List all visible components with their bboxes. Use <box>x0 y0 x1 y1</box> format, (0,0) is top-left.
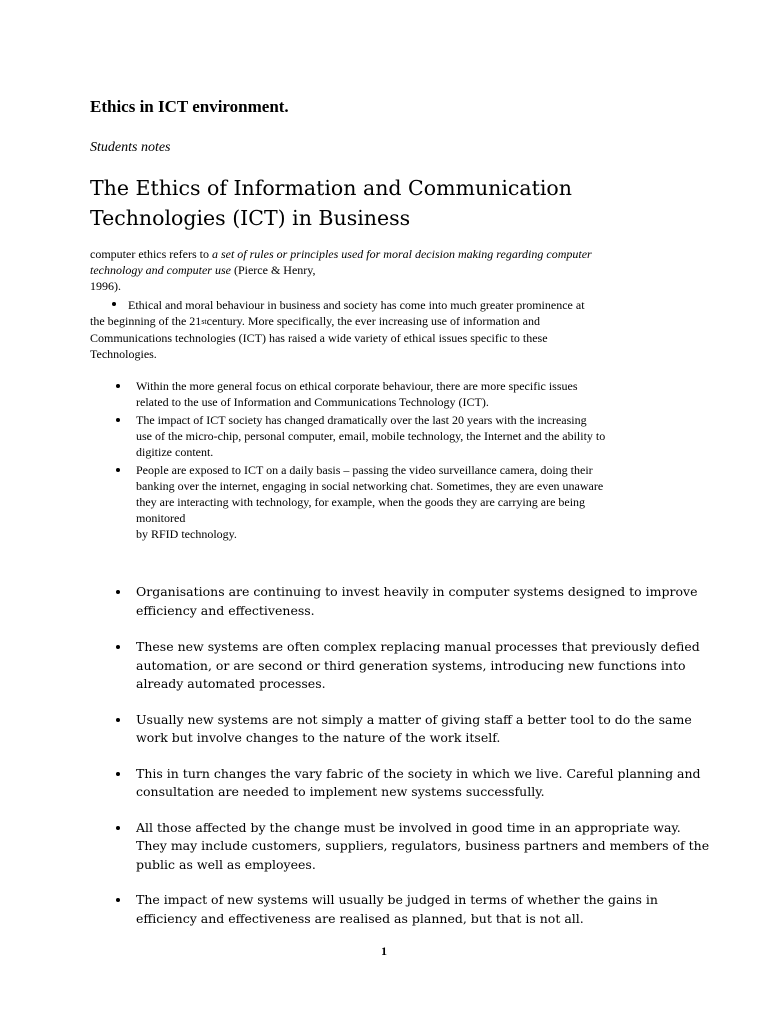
list-item-line: Organisations are continuing to invest heavily in computer systems designed to improve <box>136 584 698 599</box>
bullet-icon <box>116 718 120 722</box>
list-item-line: banking over the internet, engaging in social networking chat. Sometimes, they are even unaware <box>136 479 604 493</box>
list-item-line: monitored <box>136 511 186 525</box>
bullet-icon <box>112 302 116 306</box>
document-subtitle: Students notes <box>90 140 171 155</box>
intro-line <box>90 262 710 278</box>
list-item-line: consultation are needed to implement new systems successfully. <box>136 784 545 799</box>
list-item <box>110 378 730 410</box>
intro-paragraph <box>90 246 710 294</box>
ict-issues-list <box>110 378 730 544</box>
bullet-icon <box>116 418 120 422</box>
list-item-line: use of the micro-chip, personal computer, email, mobile technology, the Internet and the ability to <box>136 429 606 443</box>
document-title: Ethics in ICT environment. <box>90 97 289 116</box>
paragraph-text: the beginning of the 21 <box>90 314 202 328</box>
list-item-line: efficiency and effectiveness are realised as planned, but that is not all. <box>136 910 584 926</box>
list-item-line: The impact of ICT society has changed dramatically over the last 20 years with the increasing <box>136 413 587 427</box>
list-item <box>110 765 730 802</box>
list-item-line: by RFID technology. <box>136 527 237 541</box>
intro-prefix: computer ethics refers to <box>90 247 212 261</box>
bullet-icon <box>116 590 120 594</box>
superscript-text: st <box>201 317 207 326</box>
paragraph-text: century. More specifically, the ever increasing use of information and <box>206 314 540 328</box>
list-item-line: efficiency and effectiveness. <box>136 602 315 618</box>
list-item <box>110 583 730 620</box>
list-item-line: public as well as employees. <box>136 856 316 872</box>
list-item-line: digitize content. <box>136 445 214 459</box>
list-item-line: This in turn changes the vary fabric of the society in which we live. Careful planning and <box>136 765 701 781</box>
list-item <box>110 412 730 460</box>
heading-line: Technologies (ICT) in Business <box>90 206 411 230</box>
page-number: 1 <box>381 944 387 958</box>
list-item-line: related to the use of Information and Communications Technology (ICT). <box>136 395 489 409</box>
bullet-icon <box>116 826 120 830</box>
section-heading <box>90 173 710 233</box>
list-item <box>110 891 730 928</box>
definition-text: technology and computer use <box>90 263 231 277</box>
citation-year: 1996). <box>90 279 121 293</box>
systems-list <box>110 583 730 928</box>
bullet-icon <box>116 468 120 472</box>
list-item-line: work but involve changes to the nature of the work itself. <box>136 730 501 745</box>
list-item-line: Within the more general focus on ethical corporate behaviour, there are more specific issues <box>136 379 578 393</box>
paragraph-text: Ethical and moral behaviour in business and society has come into much greater prominence at <box>128 298 585 312</box>
list-item <box>110 462 730 542</box>
bullet-icon <box>116 772 120 776</box>
list-item-line: already automated processes. <box>136 676 326 691</box>
paragraph-line <box>90 297 710 313</box>
list-item <box>110 711 730 748</box>
bullet-icon <box>116 645 120 649</box>
definition-text: a set of rules or principles used for moral decision making regarding computer <box>211 247 592 261</box>
list-item <box>110 638 730 694</box>
paragraph-line: Technologies. <box>90 347 157 361</box>
list-item-line: They may include customers, suppliers, regulators, business partners and members of the <box>136 838 710 853</box>
list-item-line: All those affected by the change must be involved in good time in an appropriate way. <box>136 819 681 835</box>
list-item-line: The impact of new systems will usually be judged in terms of whether the gains in <box>136 892 658 907</box>
paragraph-line: Communications technologies (ICT) has raised a wide variety of ethical issues specific to these <box>90 331 548 345</box>
bullet-icon <box>116 384 120 388</box>
heading-line: The Ethics of Information and Communication <box>90 176 572 200</box>
list-item-line: People are exposed to ICT on a daily basis – passing the video surveillance camera, doing their <box>136 463 593 477</box>
list-item-line: they are interacting with technology, for example, when the goods they are carrying are being <box>136 495 586 509</box>
list-item-line: These new systems are often complex replacing manual processes that previously defied <box>136 639 700 654</box>
list-item <box>110 819 730 875</box>
intro-line <box>90 246 710 262</box>
ethics-paragraph <box>90 297 710 362</box>
citation-text: (Pierce & Henry, <box>230 263 316 277</box>
list-item-line: automation, or are second or third generation systems, introducing new functions into <box>136 657 686 673</box>
bullet-icon <box>116 898 120 902</box>
list-item-line: Usually new systems are not simply a matter of giving staff a better tool to do the same <box>136 711 692 727</box>
paragraph-line <box>90 313 710 330</box>
